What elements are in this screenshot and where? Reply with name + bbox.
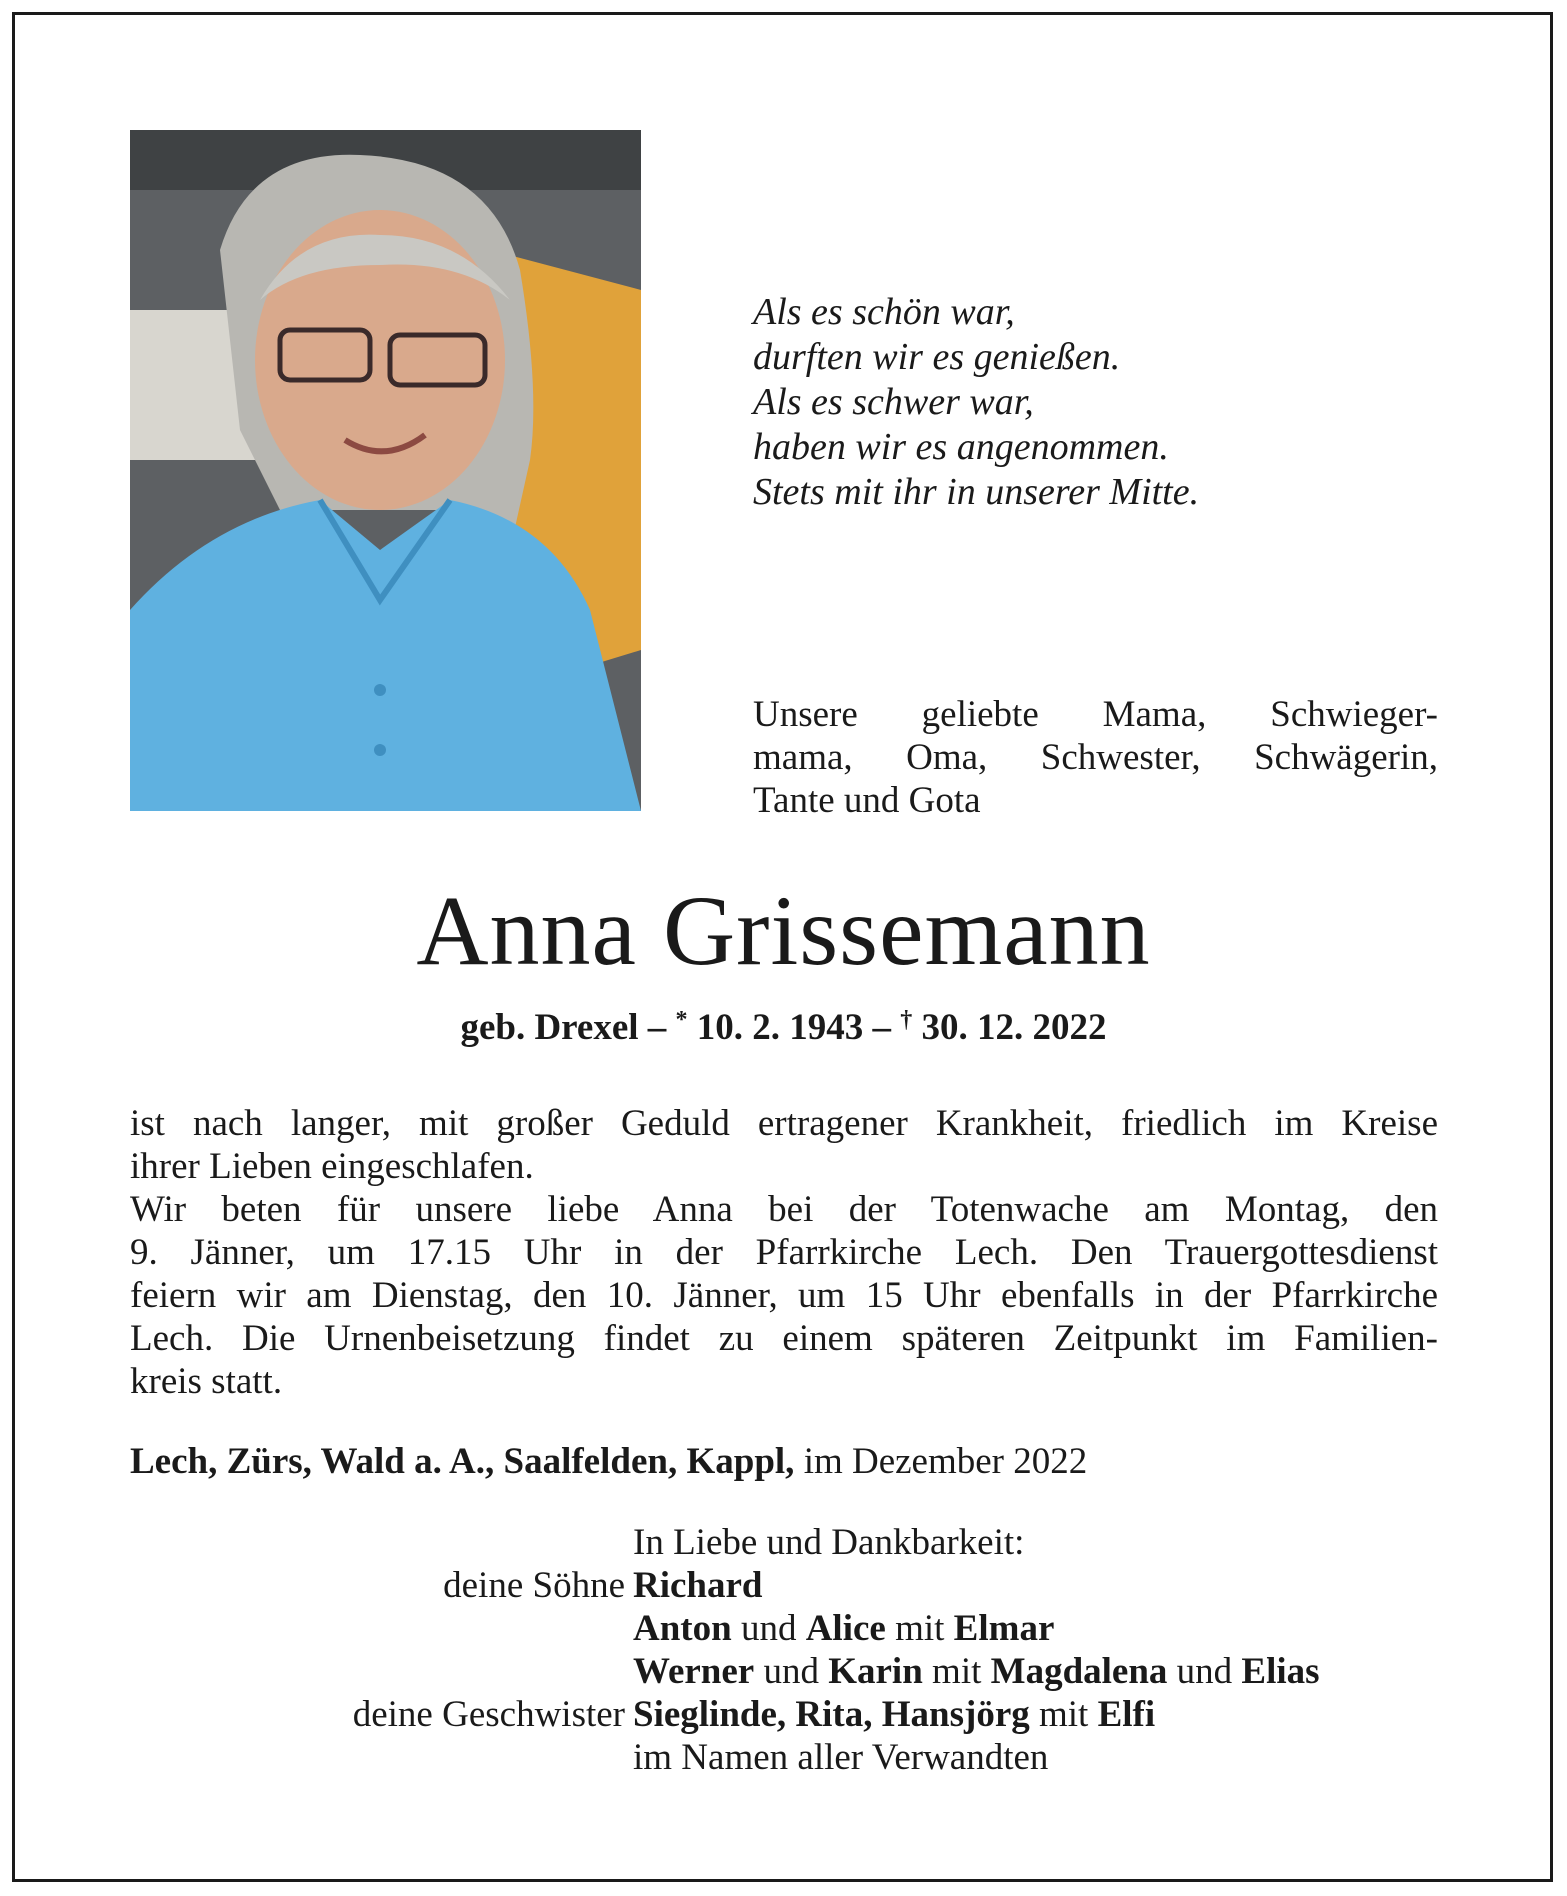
poem-line: Als es schön war,	[753, 291, 1015, 333]
son-name: Richard	[633, 1565, 763, 1606]
portrait-illustration	[130, 130, 641, 811]
maiden-name: geb. Drexel –	[460, 1007, 676, 1048]
announcement-body	[130, 1102, 1438, 1403]
sons-label: deine Söhne	[443, 1565, 625, 1606]
intro-line: mama, Oma, Schwester, Schwägerin,	[753, 737, 1438, 778]
body-line: Lech. Die Urnenbeisetzung findet zu einem späteren Zeitpunkt im Familien-	[130, 1318, 1438, 1359]
body-line: 9. Jänner, um 17.15 Uhr in der Pfarrkirche Lech. Den Trauergottesdienst	[130, 1232, 1438, 1273]
son-name: Werner	[633, 1651, 755, 1692]
sibling-partner-name: Elfi	[1097, 1694, 1156, 1735]
life-dates	[0, 998, 1567, 1050]
poem-line: haben wir es angenommen.	[753, 426, 1169, 468]
relatives-row	[130, 1736, 1438, 1779]
death-date: 30. 12. 2022	[912, 1007, 1107, 1048]
siblings-names: Sieglinde, Rita, Hansjörg	[633, 1694, 1030, 1735]
poem-line: Als es schwer war,	[753, 381, 1034, 423]
body-line: ihrer Lieben eingeschlafen.	[130, 1146, 534, 1187]
intro-text	[753, 693, 1438, 822]
sons-row: Anton und Alice mit Elmar	[633, 1608, 1055, 1649]
places-list: Lech, Zürs, Wald a. A., Saalfelden, Kappl,	[130, 1441, 795, 1482]
birth-date: 10. 2. 1943 –	[687, 1007, 901, 1048]
relatives-text: im Namen aller Verwandten	[633, 1737, 1049, 1778]
signature-heading: In Liebe und Dankbarkeit:	[633, 1522, 1025, 1563]
partner-name: Karin	[828, 1651, 923, 1692]
grandchild-name: Elmar	[953, 1608, 1055, 1649]
partner-name: Alice	[805, 1608, 886, 1649]
death-cross-symbol: †	[900, 1007, 913, 1033]
sons-row: Werner und Karin mit Magdalena und Elias	[633, 1651, 1320, 1692]
son-name: Anton	[633, 1608, 732, 1649]
sons-row	[130, 1564, 1438, 1607]
body-line: ist nach langer, mit großer Geduld ertragener Krankheit, friedlich im Kreise	[130, 1103, 1438, 1144]
date-line: im Dezember 2022	[794, 1441, 1088, 1482]
siblings-label: deine Geschwister	[352, 1694, 625, 1735]
grandchild-name: Magdalena	[990, 1651, 1168, 1692]
siblings-row: deine Geschwister Sieglinde, Rita, Hansjörg mit Elfi	[130, 1693, 1438, 1736]
body-line: kreis statt.	[130, 1361, 283, 1402]
poem-line: durften wir es genießen.	[753, 336, 1121, 378]
intro-line: Unsere geliebte Mama, Schwieger-	[753, 694, 1438, 735]
body-line: feiern wir am Dienstag, den 10. Jänner, um 15 Uhr ebenfalls in der Pfarrkirche	[130, 1275, 1438, 1316]
intro-line: Tante und Gota	[753, 780, 981, 821]
poem-line: Stets mit ihr in unserer Mitte.	[753, 471, 1200, 513]
places-and-date	[130, 1440, 1438, 1483]
mourners-section	[130, 1521, 1438, 1779]
body-line: Wir beten für unsere liebe Anna bei der Totenwache am Montag, den	[130, 1189, 1438, 1230]
portrait-photo	[130, 130, 641, 811]
grandchild-name: Elias	[1241, 1651, 1320, 1692]
signature-heading-row	[130, 1521, 1438, 1564]
memorial-poem	[753, 290, 1313, 515]
birth-star-symbol: *	[675, 1007, 688, 1033]
deceased-name: Anna Grissemann	[416, 875, 1151, 986]
